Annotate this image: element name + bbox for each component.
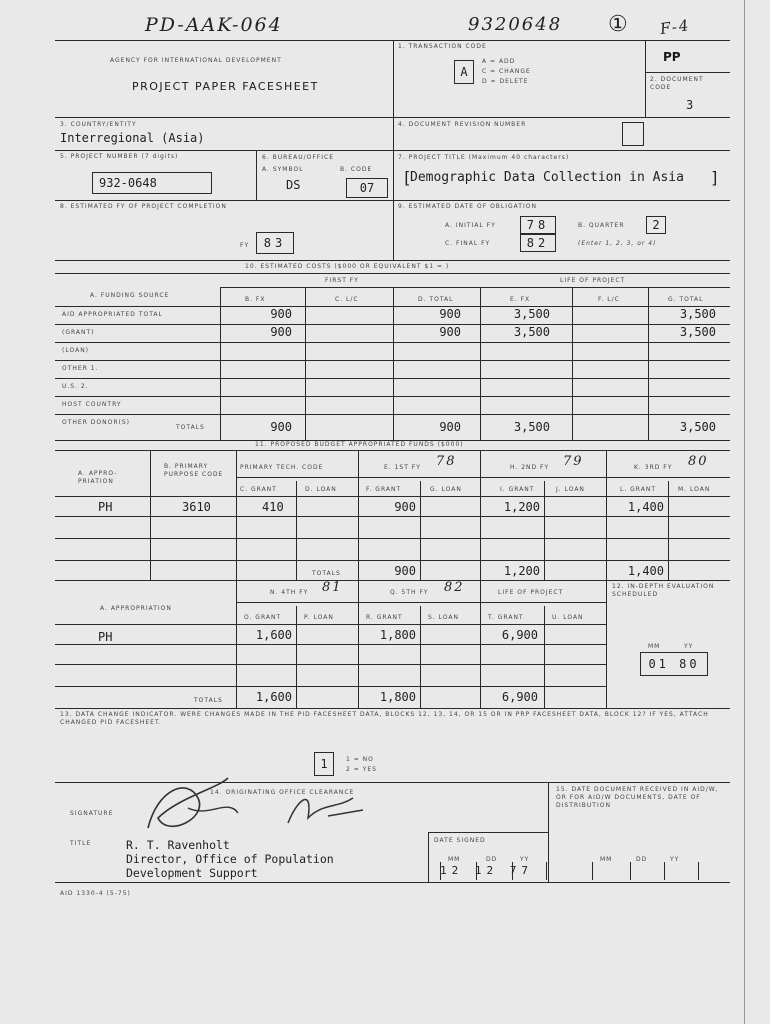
- costs-row-label: (LOAN): [62, 347, 90, 354]
- fy5-loan-label: S. LOAN: [428, 614, 459, 621]
- costs-header-5: F. L/C: [598, 296, 620, 303]
- evaluation-box: 01 80: [640, 652, 708, 676]
- final-fy-box: 82: [520, 234, 556, 252]
- first-fy-header: FIRST FY: [325, 277, 359, 284]
- clearance-label: 14. ORIGINATING OFFICE CLEARANCE: [210, 789, 355, 796]
- costs-row-label: (GRANT): [62, 329, 95, 336]
- fy1-value: 78: [436, 454, 457, 469]
- costs-cell-lfx: 3,500: [513, 307, 550, 321]
- clearance-title-line1: Director, Office of Population: [126, 852, 334, 866]
- evaluation-mm-label: MM: [648, 643, 661, 650]
- received-mm-label: MM: [600, 856, 613, 863]
- budget2-total-fy4: 1,600: [255, 690, 292, 704]
- date-signed-label: DATE SIGNED: [434, 837, 486, 844]
- bureau-symbol-value: DS: [286, 178, 301, 192]
- document-code-label: 2. DOCUMENT CODE: [650, 76, 704, 91]
- budget-totals-label: TOTALS: [312, 570, 341, 577]
- fy3-label: K. 3RD FY: [634, 464, 673, 471]
- fy2-value: 79: [563, 454, 584, 469]
- life-of-project-label: LIFE OF PROJECT: [498, 589, 564, 596]
- life-loan-label: U. LOAN: [552, 614, 584, 621]
- signature-label: SIGNATURE: [70, 810, 114, 817]
- costs-row-label: TOTALS: [176, 424, 205, 431]
- costs-cell-ltotal: 3,500: [679, 420, 716, 434]
- budget-total-fy1: 900: [394, 564, 416, 578]
- budget2-approp-value: PH: [98, 630, 113, 644]
- costs-cell-fx: 900: [270, 307, 292, 321]
- budget-total-fy3: 1,400: [627, 564, 664, 578]
- date-signed-value: 12 12 77: [440, 864, 533, 877]
- country-label: 3. COUNTRY/ENTITY: [60, 121, 137, 128]
- title-label: TITLE: [70, 840, 92, 847]
- fy4-value: 81: [322, 580, 343, 595]
- budget-fy2-grant: 1,200: [503, 500, 540, 514]
- received-label: 15. DATE DOCUMENT RECEIVED IN AID/W, OR FOR AID/W DOCUMENTS, DATE OF DISTRIBUTION: [556, 786, 719, 809]
- initial-fy-label: A. INITIAL FY: [445, 222, 496, 229]
- budget2-fy5-grant: 1,800: [379, 628, 416, 642]
- fy4-label: N. 4TH FY: [270, 589, 309, 596]
- budget2-fy4-grant: 1,600: [255, 628, 292, 642]
- quarter-box: 2: [646, 216, 666, 234]
- handwritten-corner-mark: F-4: [658, 15, 692, 39]
- costs-cell-total: 900: [439, 307, 461, 321]
- transaction-code-box: A: [454, 60, 474, 84]
- fy3-loan-label: M. LOAN: [678, 486, 711, 493]
- date-signed-dd-label: DD: [486, 856, 498, 863]
- costs-header-4: E. FX: [510, 296, 531, 303]
- pp-code: PP: [663, 50, 681, 64]
- change-indicator-box: 1: [314, 752, 334, 776]
- tech-loan-label: D. LOAN: [305, 486, 337, 493]
- bureau-label: 6. BUREAU/OFFICE: [262, 154, 334, 161]
- form-title: PROJECT PAPER FACESHEET: [132, 80, 319, 93]
- costs-cell-ltotal: 3,500: [679, 325, 716, 339]
- transaction-code-label: 1. TRANSACTION CODE: [398, 43, 487, 50]
- change-indicator-label: 13. DATA CHANGE INDICATOR. WERE CHANGES MADE IN THE PID FACESHEET DATA, BLOCKS 12, 13, 14, OR 15 OR IN PRP FACESHEET DATA, BLOCK 12? IF YES, ATTACH CHANGED PID FACESHEET.: [60, 711, 709, 726]
- clearance-name: R. T. Ravenholt: [126, 838, 230, 852]
- project-number-box: 932-0648: [92, 172, 212, 194]
- form-number-footer: AID 1330-4 (5-75): [60, 890, 131, 897]
- costs-cell-lfx: 3,500: [513, 420, 550, 434]
- date-signed-mm-label: MM: [448, 856, 461, 863]
- evaluation-yy-label: YY: [684, 643, 694, 650]
- tech-code-label: PRIMARY TECH. CODE: [240, 464, 324, 471]
- tech-grant-label: C. GRANT: [240, 486, 277, 493]
- approp-label: A. APPRO-PRIATION: [78, 470, 118, 485]
- project-title-bracket-left: [: [402, 168, 412, 187]
- fy5-label: Q. 5TH FY: [390, 589, 429, 596]
- purpose-code-label: B. PRIMARY PURPOSE CODE: [164, 463, 224, 478]
- budget2-total-life: 6,900: [501, 690, 538, 704]
- costs-row-label: U.S. 2.: [62, 383, 89, 390]
- project-title-label: 7. PROJECT TITLE (Maximum 40 characters): [398, 154, 570, 161]
- handwritten-pd-number: PD-AAK-064: [145, 14, 283, 36]
- change-opt-yes: 2 = YES: [346, 766, 377, 773]
- received-yy-label: YY: [670, 856, 680, 863]
- life-grant-label: T. GRANT: [488, 614, 524, 621]
- fy2-grant-label: I. GRANT: [500, 486, 535, 493]
- evaluation-label: 12. IN-DEPTH EVALUATION SCHEDULED: [612, 583, 715, 598]
- fy1-grant-label: F. GRANT: [366, 486, 402, 493]
- date-signed-yy-label: YY: [520, 856, 530, 863]
- costs-header-6: G. TOTAL: [668, 296, 704, 303]
- costs-row-label: AID APPROPRIATED TOTAL: [62, 311, 163, 318]
- life-of-project-header: LIFE OF PROJECT: [560, 277, 626, 284]
- costs-row-label: OTHER 1.: [62, 365, 99, 372]
- costs-header-3: D. TOTAL: [418, 296, 454, 303]
- costs-cell-fx: 900: [270, 420, 292, 434]
- change-opt-no: 1 = NO: [346, 756, 374, 763]
- fy3-grant-label: L. GRANT: [620, 486, 656, 493]
- fy2-label: H. 2ND FY: [510, 464, 550, 471]
- budget2-totals-label: TOTALS: [194, 697, 223, 704]
- budget-purpose-value: 3610: [182, 500, 211, 514]
- completion-fy-label: FY: [240, 242, 250, 249]
- obligation-label: 9. ESTIMATED DATE OF OBLIGATION: [398, 203, 537, 210]
- country-value: Interregional (Asia): [60, 131, 205, 145]
- signature-scribble: [128, 768, 378, 838]
- bureau-code-label: B. CODE: [340, 166, 373, 173]
- handwritten-project-number: 9320648: [468, 14, 563, 35]
- handwritten-circled-number: ①: [608, 12, 630, 37]
- transaction-opt-add: A = ADD: [482, 58, 516, 65]
- budget-approp-value: PH: [98, 500, 113, 514]
- costs-cell-total: 900: [439, 420, 461, 434]
- project-title-bracket-right: ]: [710, 168, 720, 187]
- fy5-value: 82: [444, 580, 465, 595]
- budget2-total-fy5: 1,800: [379, 690, 416, 704]
- fy3-value: 80: [688, 454, 709, 469]
- initial-fy-box: 78: [520, 216, 556, 234]
- budget-fy1-grant: 900: [394, 500, 416, 514]
- fy2-loan-label: J. LOAN: [556, 486, 585, 493]
- revision-box: [622, 122, 644, 146]
- costs-row-label: HOST COUNTRY: [62, 401, 122, 408]
- quarter-hint: (Enter 1, 2, 3, or 4): [578, 240, 657, 247]
- bureau-symbol-label: A. SYMBOL: [262, 166, 304, 173]
- costs-cell-ltotal: 3,500: [679, 307, 716, 321]
- budget2-life-grant: 6,900: [501, 628, 538, 642]
- clearance-title-line2: Development Support: [126, 866, 258, 880]
- costs-title: 10. ESTIMATED COSTS ($000 OR EQUIVALENT $1 = ): [245, 263, 450, 270]
- project-title-value: Demographic Data Collection in Asia: [410, 170, 684, 185]
- transaction-opt-change: C = CHANGE: [482, 68, 531, 75]
- costs-header-1: B. FX: [245, 296, 266, 303]
- costs-row-label: OTHER DONOR(S): [62, 419, 130, 426]
- budget-tech-value: 410: [262, 500, 284, 514]
- completion-fy-box: 83: [256, 232, 294, 254]
- revision-label: 4. DOCUMENT REVISION NUMBER: [398, 121, 527, 128]
- fy4-loan-label: P. LOAN: [304, 614, 334, 621]
- costs-cell-lfx: 3,500: [513, 325, 550, 339]
- costs-header-0: A. FUNDING SOURCE: [90, 292, 170, 299]
- fy1-loan-label: G. LOAN: [430, 486, 462, 493]
- costs-cell-total: 900: [439, 325, 461, 339]
- agency-name: AGENCY FOR INTERNATIONAL DEVELOPMENT: [110, 57, 282, 64]
- document-code-value: 3: [686, 98, 694, 112]
- budget-total-fy2: 1,200: [503, 564, 540, 578]
- budget-title: 11. PROPOSED BUDGET APPROPRIATED FUNDS ($000): [255, 441, 464, 448]
- received-dd-label: DD: [636, 856, 648, 863]
- completion-label: 8. ESTIMATED FY OF PROJECT COMPLETION: [60, 203, 227, 210]
- project-number-label: 5. PROJECT NUMBER (7 digits): [60, 153, 179, 160]
- fy5-grant-label: R. GRANT: [366, 614, 403, 621]
- costs-header-2: C. L/C: [335, 296, 359, 303]
- fy1-label: E. 1ST FY: [384, 464, 421, 471]
- bureau-code-box: 07: [346, 178, 388, 198]
- costs-cell-fx: 900: [270, 325, 292, 339]
- final-fy-label: C. FINAL FY: [445, 240, 491, 247]
- appropriation-label: A. APPROPRIATION: [100, 605, 172, 612]
- transaction-opt-delete: D = DELETE: [482, 78, 529, 85]
- fy4-grant-label: O. GRANT: [244, 614, 282, 621]
- budget-fy3-grant: 1,400: [627, 500, 664, 514]
- quarter-label: B. QUARTER: [578, 222, 625, 229]
